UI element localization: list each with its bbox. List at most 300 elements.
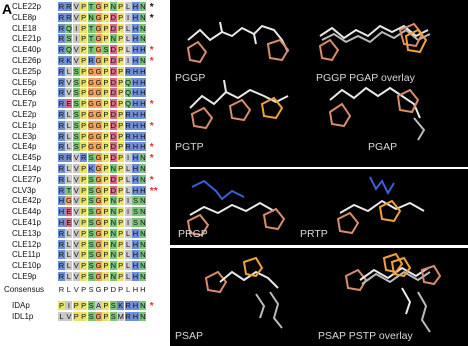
residue-cell: S <box>88 261 94 271</box>
residue-cell: V <box>73 45 79 55</box>
residue-cell: D <box>110 23 116 33</box>
residue-cell: V <box>73 250 79 260</box>
alignment-row-name: CLE44p <box>12 207 41 217</box>
residue-cell: P <box>103 207 109 217</box>
residue-cell: L <box>66 66 71 76</box>
residue-cell: P <box>103 12 109 22</box>
residue-cell: H <box>132 110 139 119</box>
residue-cell: N <box>140 300 146 310</box>
residue-cell: L <box>66 261 71 271</box>
alignment-row-name: CLE21p <box>12 34 41 44</box>
consensus-residue: D <box>110 284 116 294</box>
residue-cell: R <box>58 88 65 98</box>
residue-cell: H <box>132 66 139 76</box>
pgtp-proline-ring-1 <box>192 108 212 128</box>
residue-cell: H <box>132 45 139 55</box>
residue-cell: P <box>103 120 109 130</box>
residue-cell: S <box>132 218 138 227</box>
residue-cell: V <box>66 88 72 98</box>
residue-cell: L <box>126 34 131 44</box>
residue-cell: H <box>132 34 139 44</box>
alignment-row-name: CLE14p <box>12 164 41 173</box>
residue-cell: N <box>110 207 116 217</box>
residue-cell: P <box>58 300 64 310</box>
consensus-residue: P <box>103 284 109 294</box>
consensus-residue: L <box>66 284 71 294</box>
residue-cell: P <box>118 131 124 141</box>
panel-c-structures <box>170 169 468 245</box>
residue-cell: H <box>132 261 139 271</box>
residue-cell: N <box>110 196 116 206</box>
consensus-label: Consensus <box>4 284 45 294</box>
consensus-residue: H <box>132 284 139 294</box>
residue-cell: R <box>66 153 72 163</box>
residue-cell: Q <box>125 77 132 87</box>
residue-cell: P <box>81 2 87 11</box>
residue-cell: G <box>95 120 102 130</box>
residue-cell: D <box>110 120 116 130</box>
residue-cell: P <box>103 196 109 206</box>
residue-cell: P <box>103 110 109 119</box>
residue-cell: G <box>88 88 95 98</box>
residue-cell: P <box>81 250 87 260</box>
alignment-row-name: CLV3p <box>12 185 36 195</box>
residue-cell: H <box>132 12 139 22</box>
residue-cell: V <box>73 228 79 238</box>
residue-cell: L <box>126 185 131 195</box>
residue-cell: P <box>103 99 109 109</box>
residue-cell: E <box>66 99 72 109</box>
residue-cell: L <box>66 131 71 141</box>
significance-star: * <box>149 99 154 111</box>
residue-cell: H <box>140 66 146 76</box>
prgp-proline-ring-2 <box>264 209 284 229</box>
residue-cell: H <box>132 142 139 152</box>
residue-cell: S <box>88 311 94 321</box>
extra-row-name: IDL1p <box>12 311 34 321</box>
residue-cell: P <box>118 239 124 249</box>
residue-cell: N <box>110 272 116 281</box>
residue-cell: G <box>95 110 102 119</box>
residue-cell: V <box>73 239 79 249</box>
residue-cell: P <box>118 56 124 65</box>
residue-cell: N <box>110 218 116 227</box>
residue-cell: D <box>110 99 116 109</box>
residue-cell: G <box>95 272 102 281</box>
residue-cell: G <box>95 239 102 249</box>
residue-cell: R <box>58 174 65 184</box>
residue-cell: H <box>58 207 65 217</box>
residue-cell: S <box>88 185 94 195</box>
consensus-residue: S <box>88 284 94 294</box>
residue-cell: P <box>81 142 87 152</box>
residue-cell: P <box>118 228 124 238</box>
residue-cell: P <box>118 110 124 119</box>
residue-cell: T <box>88 45 94 55</box>
panel-letter-b: B <box>176 1 187 17</box>
residue-cell: R <box>58 66 65 76</box>
residue-cell: R <box>58 56 65 65</box>
residue-cell: N <box>140 311 146 321</box>
residue-cell: M <box>117 311 124 321</box>
residue-cell: G <box>88 66 95 76</box>
residue-cell: P <box>81 311 87 321</box>
residue-cell: G <box>95 164 102 173</box>
residue-cell: D <box>110 12 116 22</box>
residue-cell: G <box>95 99 102 109</box>
residue-cell: R <box>58 34 65 44</box>
residue-cell: E <box>66 207 72 217</box>
residue-cell: H <box>132 250 139 260</box>
alignment-row-name: CLE26p <box>12 56 41 65</box>
residue-cell: R <box>58 120 65 130</box>
residue-cell: P <box>118 34 124 44</box>
alignment-row-name: CLE1p <box>12 120 37 130</box>
residue-cell: L <box>59 311 64 321</box>
residue-cell: H <box>132 272 139 281</box>
residue-cell: H <box>132 23 139 33</box>
residue-cell: R <box>125 110 131 119</box>
residue-cell: R <box>58 185 65 195</box>
residue-cell: H <box>140 88 146 98</box>
residue-cell: P <box>81 34 87 44</box>
residue-cell: L <box>126 272 131 281</box>
residue-cell: P <box>118 218 124 227</box>
prgp-backbone <box>190 203 274 215</box>
residue-cell: H <box>132 174 139 184</box>
residue-cell: P <box>103 228 109 238</box>
residue-cell: L <box>126 239 131 249</box>
residue-cell: L <box>126 228 131 238</box>
residue-cell: P <box>118 250 124 260</box>
residue-cell: D <box>110 131 116 141</box>
residue-cell: G <box>95 153 102 163</box>
significance-star: * <box>149 153 154 165</box>
residue-cell: P <box>103 2 109 11</box>
residue-cell: H <box>132 131 139 141</box>
residue-cell: P <box>118 77 124 87</box>
residue-cell: S <box>73 142 79 152</box>
residue-cell: P <box>81 272 87 281</box>
prgp-arginine-sidechain <box>192 181 244 199</box>
residue-cell: G <box>95 77 102 87</box>
significance-star: * <box>149 56 154 67</box>
consensus-residue: P <box>81 284 87 294</box>
residue-cell: V <box>73 2 79 11</box>
residue-cell: P <box>103 300 109 310</box>
residue-cell: H <box>132 164 139 173</box>
significance-star: * <box>149 120 154 132</box>
residue-cell: P <box>81 131 87 141</box>
residue-cell: P <box>81 45 87 55</box>
residue-cell: V <box>73 12 79 22</box>
residue-cell: P <box>81 23 87 33</box>
panel-b-structures <box>170 0 468 167</box>
alignment-row-name: CLE41p <box>12 218 41 227</box>
residue-cell: R <box>58 99 65 109</box>
residue-cell: G <box>95 174 102 184</box>
residue-cell: R <box>58 153 65 163</box>
consensus-residue: H <box>140 284 146 294</box>
residue-cell: L <box>66 174 71 184</box>
residue-cell: A <box>95 300 101 310</box>
overlay-d-proline-ring-1 <box>346 270 366 290</box>
alignment-row-name: CLE8p <box>12 12 37 22</box>
residue-cell: G <box>95 12 102 22</box>
residue-cell: P <box>103 272 109 281</box>
panel-letter-a: A <box>2 1 13 17</box>
residue-cell: N <box>140 174 146 184</box>
residue-cell: H <box>58 196 65 206</box>
alignment-row-name: CLE5p <box>12 77 37 87</box>
residue-cell: N <box>140 228 146 238</box>
residue-cell: K <box>88 164 94 173</box>
residue-cell: R <box>58 131 65 141</box>
residue-cell: H <box>132 185 139 195</box>
residue-cell: I <box>125 153 132 162</box>
residue-cell: V <box>73 272 79 281</box>
residue-cell: N <box>140 164 146 173</box>
residue-cell: N <box>88 12 94 22</box>
alignment-row-name: CLE22p <box>12 2 41 11</box>
residue-cell: N <box>140 12 146 22</box>
residue-cell: N <box>140 34 146 44</box>
consensus-residue: V <box>73 284 79 294</box>
residue-cell: H <box>140 99 146 109</box>
residue-cell: S <box>103 45 109 55</box>
label-pggp: PGGP <box>175 72 206 84</box>
residue-cell: R <box>80 153 87 163</box>
residue-cell: P <box>73 311 79 321</box>
residue-cell: S <box>88 207 94 217</box>
label-prtp: PRTP <box>300 228 328 240</box>
significance-star: * <box>149 174 154 186</box>
pggp-proline-ring-1 <box>188 42 206 62</box>
residue-cell: H <box>140 77 146 87</box>
residue-cell: R <box>88 56 94 65</box>
residue-cell: S <box>88 250 94 260</box>
residue-cell: P <box>103 250 109 260</box>
residue-cell: D <box>110 45 116 55</box>
residue-cell: S <box>73 99 79 109</box>
residue-cell: V <box>73 261 79 271</box>
residue-cell: G <box>95 23 102 33</box>
significance-star: * <box>149 300 154 312</box>
residue-cell: G <box>95 185 102 195</box>
residue-cell: L <box>66 142 71 152</box>
residue-cell: H <box>132 2 139 11</box>
residue-cell: P <box>81 300 87 310</box>
residue-cell: R <box>125 120 131 130</box>
residue-cell: I <box>125 196 132 205</box>
residue-cell: Q <box>65 23 72 33</box>
alignment-row-name: CLE2p <box>12 110 37 119</box>
residue-cell: R <box>58 110 65 119</box>
residue-cell: N <box>140 23 146 33</box>
residue-cell: H <box>132 99 139 109</box>
residue-cell: P <box>118 153 124 163</box>
residue-cell: S <box>73 110 79 119</box>
label-psap-pstp-overlay: PSAP PSTP overlay <box>318 330 413 342</box>
residue-cell: G <box>95 56 102 65</box>
residue-cell: L <box>66 110 71 119</box>
residue-cell: P <box>81 99 87 109</box>
residue-cell: D <box>110 88 116 98</box>
residue-cell: I <box>65 301 72 310</box>
residue-cell: G <box>95 66 102 76</box>
residue-cell: D <box>110 174 116 184</box>
residue-cell: R <box>58 261 65 271</box>
residue-cell: H <box>132 239 139 249</box>
residue-cell: H <box>132 228 139 238</box>
residue-cell: S <box>88 174 94 184</box>
significance-star: * <box>149 12 154 24</box>
overlay-proline-ring-1 <box>320 40 338 60</box>
residue-cell: P <box>81 239 87 249</box>
residue-cell: V <box>73 56 79 65</box>
residue-cell: N <box>140 218 146 227</box>
residue-cell: D <box>110 56 116 65</box>
residue-cell: S <box>110 300 116 310</box>
residue-cell: R <box>66 2 72 11</box>
residue-cell: V <box>73 174 79 184</box>
residue-cell: S <box>88 228 94 238</box>
residue-cell: P <box>81 261 87 271</box>
residue-cell: N <box>140 153 146 163</box>
residue-cell: H <box>140 185 146 195</box>
alignment-row-name: CLE7p <box>12 99 37 109</box>
residue-cell: H <box>132 300 139 310</box>
residue-cell: G <box>95 88 102 98</box>
prtp-proline-ring-1 <box>338 213 358 233</box>
residue-cell: I <box>73 34 80 43</box>
residue-cell: G <box>95 218 102 227</box>
significance-star: * <box>149 45 154 57</box>
residue-cell: G <box>95 34 102 44</box>
residue-cell: G <box>95 196 102 206</box>
residue-cell: P <box>118 45 124 55</box>
residue-cell: P <box>103 185 109 195</box>
residue-cell: Q <box>65 45 72 55</box>
residue-cell: N <box>140 250 146 260</box>
residue-cell: R <box>125 300 131 310</box>
alignment-row-name: CLE12p <box>12 239 41 249</box>
alignment-row-name: CLE27p <box>12 174 41 184</box>
residue-cell: I <box>125 13 132 22</box>
residue-cell: V <box>66 311 72 321</box>
label-psap: PSAP <box>175 330 204 342</box>
residue-cell: R <box>58 23 65 33</box>
residue-cell: P <box>103 261 109 271</box>
residue-cell: D <box>110 142 116 152</box>
residue-cell: S <box>73 77 79 87</box>
panel-letter-c: C <box>176 170 187 186</box>
residue-cell: N <box>110 250 116 260</box>
residue-cell: V <box>73 185 79 195</box>
residue-cell: G <box>95 45 102 55</box>
residue-cell: P <box>103 164 109 173</box>
residue-cell: D <box>110 77 116 87</box>
residue-cell: T <box>88 2 94 11</box>
residue-cell: S <box>110 311 116 321</box>
residue-cell: I <box>125 56 132 65</box>
residue-cell: S <box>88 239 94 249</box>
residue-cell: G <box>95 250 102 260</box>
residue-cell: P <box>81 110 87 119</box>
residue-cell: P <box>103 239 109 249</box>
residue-cell: P <box>81 56 87 65</box>
residue-cell: R <box>58 239 65 249</box>
residue-cell: P <box>118 66 124 76</box>
residue-cell: P <box>103 131 109 141</box>
residue-cell: S <box>66 34 72 44</box>
residue-cell: N <box>110 34 116 44</box>
residue-cell: V <box>73 164 79 173</box>
residue-cell: S <box>88 153 94 163</box>
residue-cell: H <box>140 45 146 55</box>
residue-cell: R <box>58 12 65 22</box>
residue-cell: P <box>73 300 79 310</box>
residue-cell: N <box>110 2 116 11</box>
label-pgtp: PGTP <box>175 141 204 153</box>
extra-row-name: IDAp <box>12 300 30 310</box>
label-pggp-pgap-overlay: PGGP PGAP overlay <box>316 72 415 84</box>
residue-cell: G <box>95 261 102 271</box>
residue-cell: V <box>73 196 79 206</box>
consensus-residue: L <box>126 284 131 294</box>
residue-cell: P <box>118 164 124 173</box>
residue-cell: T <box>88 23 94 33</box>
residue-cell: R <box>125 131 131 141</box>
residue-cell: R <box>58 45 65 55</box>
pggp-proline-ring-2 <box>268 40 288 60</box>
residue-cell: P <box>118 196 124 206</box>
residue-cell: R <box>58 250 65 260</box>
residue-cell: P <box>118 261 124 271</box>
residue-cell: H <box>132 77 139 87</box>
residue-cell: R <box>58 228 65 238</box>
residue-cell: P <box>118 23 124 33</box>
residue-cell: G <box>95 311 102 321</box>
significance-star: ** <box>149 185 158 197</box>
residue-cell: N <box>140 272 146 281</box>
residue-cell: P <box>103 66 109 76</box>
alignment-row-name: CLE10p <box>12 261 41 271</box>
residue-cell: L <box>126 174 131 184</box>
residue-cell: G <box>88 99 95 109</box>
residue-cell: N <box>140 239 146 249</box>
prtp-arginine-sidechain <box>370 177 394 193</box>
alignment-row-name: CLE3p <box>12 131 37 141</box>
residue-cell: P <box>103 153 109 163</box>
residue-cell: L <box>66 272 71 281</box>
residue-cell: S <box>132 207 138 217</box>
residue-cell: H <box>140 142 146 152</box>
residue-cell: R <box>66 12 72 22</box>
consensus-residue: P <box>118 284 124 294</box>
consensus-residue: G <box>95 284 102 294</box>
residue-cell: S <box>88 300 94 310</box>
residue-cell: G <box>88 131 95 141</box>
residue-cell: S <box>73 120 79 130</box>
residue-cell: G <box>65 196 72 206</box>
residue-cell: L <box>126 250 131 260</box>
residue-cell: P <box>103 88 109 98</box>
residue-cell: D <box>110 153 116 163</box>
residue-cell: R <box>58 77 65 87</box>
residue-cell: S <box>73 88 79 98</box>
residue-cell: P <box>118 2 124 11</box>
